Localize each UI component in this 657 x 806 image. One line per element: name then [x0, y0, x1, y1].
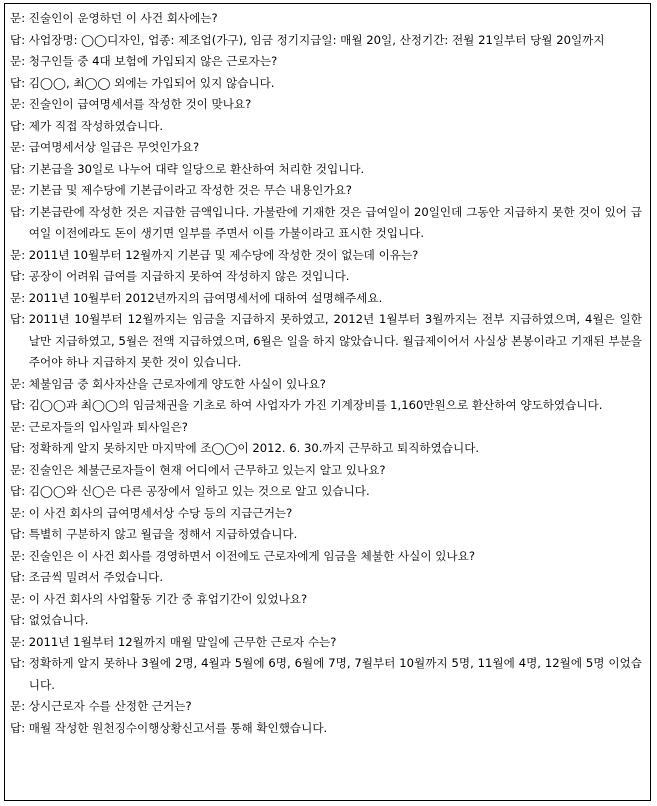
role-label: 답:: [10, 441, 29, 455]
role-label: 답:: [10, 312, 29, 326]
role-label: 답:: [10, 656, 29, 670]
entry-text: 진술인이 급여명세서를 작성한 것이 맞나요?: [28, 97, 252, 111]
question-row: [5, 137, 650, 159]
entry-text: 매월 작성한 원천징수이행상황신고서를 통해 확인했습니다.: [28, 720, 328, 735]
role-label: 문:: [10, 505, 29, 520]
role-label: 문:: [10, 591, 29, 606]
role-label: 문:: [10, 419, 29, 434]
answer-row: [5, 610, 650, 632]
entry-text: 근로자들의 입사일과 퇴사일은?: [28, 419, 188, 434]
answer-row: [5, 524, 650, 546]
question-row: [5, 94, 650, 116]
question-row: [5, 460, 650, 482]
entry-text: 공장이 어려워 급여를 지급하지 못하여 작성하지 않은 것입니다.: [28, 269, 350, 283]
entry-text: 기본급을 30일로 나누어 대략 일당으로 환산하여 처리한 것입니다.: [28, 161, 365, 176]
question-row: [5, 288, 650, 310]
question-row: [5, 503, 650, 525]
entry-text: 청구인들 중 4대 보험에 가입되지 않은 근로자는?: [28, 54, 278, 68]
role-label: 답:: [10, 527, 29, 541]
entry-text: 진술인은 이 사건 회사를 경영하면서 이전에도 근로자에게 임금을 체불한 사실이 있나요?: [28, 548, 475, 563]
role-label: 문:: [10, 699, 29, 713]
answer-row: [5, 116, 650, 138]
role-label: 답:: [10, 484, 29, 498]
answer-row: [5, 73, 650, 95]
answer-row: [5, 202, 650, 245]
role-label: 답:: [10, 613, 29, 627]
entry-text: 이 사건 회사의 사업활동 기간 중 휴업기간이 있었나요?: [28, 591, 308, 606]
role-label: 문:: [10, 183, 29, 197]
role-label: 문:: [10, 548, 29, 563]
role-label: 문:: [10, 247, 29, 262]
question-row: [5, 632, 650, 654]
role-label: 답:: [10, 398, 29, 412]
question-row: [5, 589, 650, 611]
question-row: [5, 417, 650, 439]
answer-row: [5, 159, 650, 181]
entry-text: 2011년 10월부터 12월까지 기본급 및 제수당에 작성한 것이 없는데 이유는?: [28, 247, 419, 262]
question-row: [5, 51, 650, 73]
answer-row: [5, 395, 650, 417]
role-label: 답:: [10, 570, 29, 584]
entry-text: 급여명세서상 일급은 무엇인가요?: [28, 140, 200, 154]
entry-text: 김◯◯, 최◯◯ 외에는 가입되어 있지 않습니다.: [28, 75, 275, 90]
role-label: 문:: [10, 290, 29, 305]
answer-row: [5, 653, 650, 696]
transcript-table: [4, 3, 651, 801]
role-label: 문:: [10, 376, 29, 391]
entry-text: 김◯◯와 신◯은 다른 공장에서 일하고 있는 것으로 알고 있습니다.: [28, 484, 370, 498]
entry-text: 김◯◯과 최◯◯의 임금채권을 기초로 하여 사업자가 가진 기계장비를 1,160만원으로 환산하여 양도하였습니다.: [28, 398, 603, 412]
answer-row: [5, 438, 650, 460]
entry-text: 기본급 및 제수당에 기본급이라고 작성한 것은 무슨 내용인가요?: [28, 183, 352, 197]
role-label: 답:: [10, 161, 29, 176]
role-label: 문:: [10, 634, 29, 649]
entry-text: 진술인은 체불근로자들이 현재 어디에서 근무하고 있는지 알고 있나요?: [28, 462, 386, 477]
answer-row: [5, 309, 650, 374]
answer-row: [5, 481, 650, 503]
question-row: [5, 696, 650, 718]
entry-text: 조금씩 밀려서 주었습니다.: [28, 570, 164, 584]
role-label: 답:: [10, 118, 29, 133]
question-row: [5, 180, 650, 202]
entry-text: 정확하게 알지 못하나 3월에 2명, 4월과 5월에 6명, 6월에 7명, 7월부터 10월까지 5명, 11월에 4명, 12월에 5명 이었습니다.: [28, 656, 642, 692]
entry-text: 2011년 10월부터 12월까지는 임금을 지급하지 못하였고, 2012년 1월부터 3월까지는 전부 지급하였으며, 4월은 일한 날만 지급하였고, 5월은 전액 지급하였으며, 6월은 일을 하지 않았습니다. 월급제이어서 사실상 본봉이라고 기재된 부분을 주어야 하나 지급하지 못한 것이 있습니다.: [28, 312, 642, 369]
role-label: 문:: [10, 97, 29, 111]
entry-text: 상시근로자 수를 산정한 근거는?: [28, 699, 192, 713]
entry-text: 진술인이 운영하던 이 사건 회사에는?: [28, 11, 218, 25]
question-row: [5, 8, 650, 30]
role-label: 문:: [10, 11, 29, 25]
entry-text: 특별히 구분하지 않고 월급을 정해서 지급하였습니다.: [28, 527, 298, 541]
question-row: [5, 245, 650, 267]
answer-row: [5, 718, 650, 740]
qa-list: [5, 8, 650, 739]
role-label: 문:: [10, 462, 29, 477]
entry-text: 없었습니다.: [28, 613, 89, 627]
entry-text: 정확하게 알지 못하지만 마지막에 조◯◯이 2012. 6. 30.까지 근무하고 퇴직하였습니다.: [28, 441, 480, 455]
entry-text: 기본급란에 작성한 것은 지급한 금액입니다. 가불란에 기재한 것은 급여일이 20일인데 그동안 지급하지 못한 것이 있어 급여일 이전에라도 돈이 생기면 일부를 주면서 이를 가불이라고 표시한 것입니다.: [28, 204, 642, 240]
entry-text: 체불임금 중 회사자산을 근로자에게 양도한 사실이 있나요?: [28, 376, 326, 391]
entry-text: 이 사건 회사의 급여명세서상 수당 등의 지급근거는?: [28, 505, 293, 520]
role-label: 문:: [10, 54, 29, 68]
answer-row: [5, 567, 650, 589]
question-row: [5, 546, 650, 568]
entry-text: 2011년 1월부터 12월까지 매월 말일에 근무한 근로자 수는?: [28, 634, 337, 649]
question-row: [5, 374, 650, 396]
role-label: 답:: [10, 75, 29, 90]
answer-row: [5, 30, 650, 52]
role-label: 답:: [10, 720, 29, 735]
role-label: 답:: [10, 269, 29, 283]
role-label: 답:: [10, 32, 29, 47]
entry-text: 제가 직접 작성하였습니다.: [28, 118, 164, 133]
entry-text: 사업장명: ◯◯디자인, 업종: 제조업(가구), 임금 정기지급일: 매월 20일, 산정기간: 전월 21일부터 당월 20일까지: [28, 32, 605, 47]
answer-row: [5, 266, 650, 288]
entry-text: 2011년 10월부터 2012년까지의 급여명세서에 대하여 설명해주세요.: [28, 290, 383, 305]
role-label: 문:: [10, 140, 29, 154]
role-label: 답:: [10, 204, 29, 219]
